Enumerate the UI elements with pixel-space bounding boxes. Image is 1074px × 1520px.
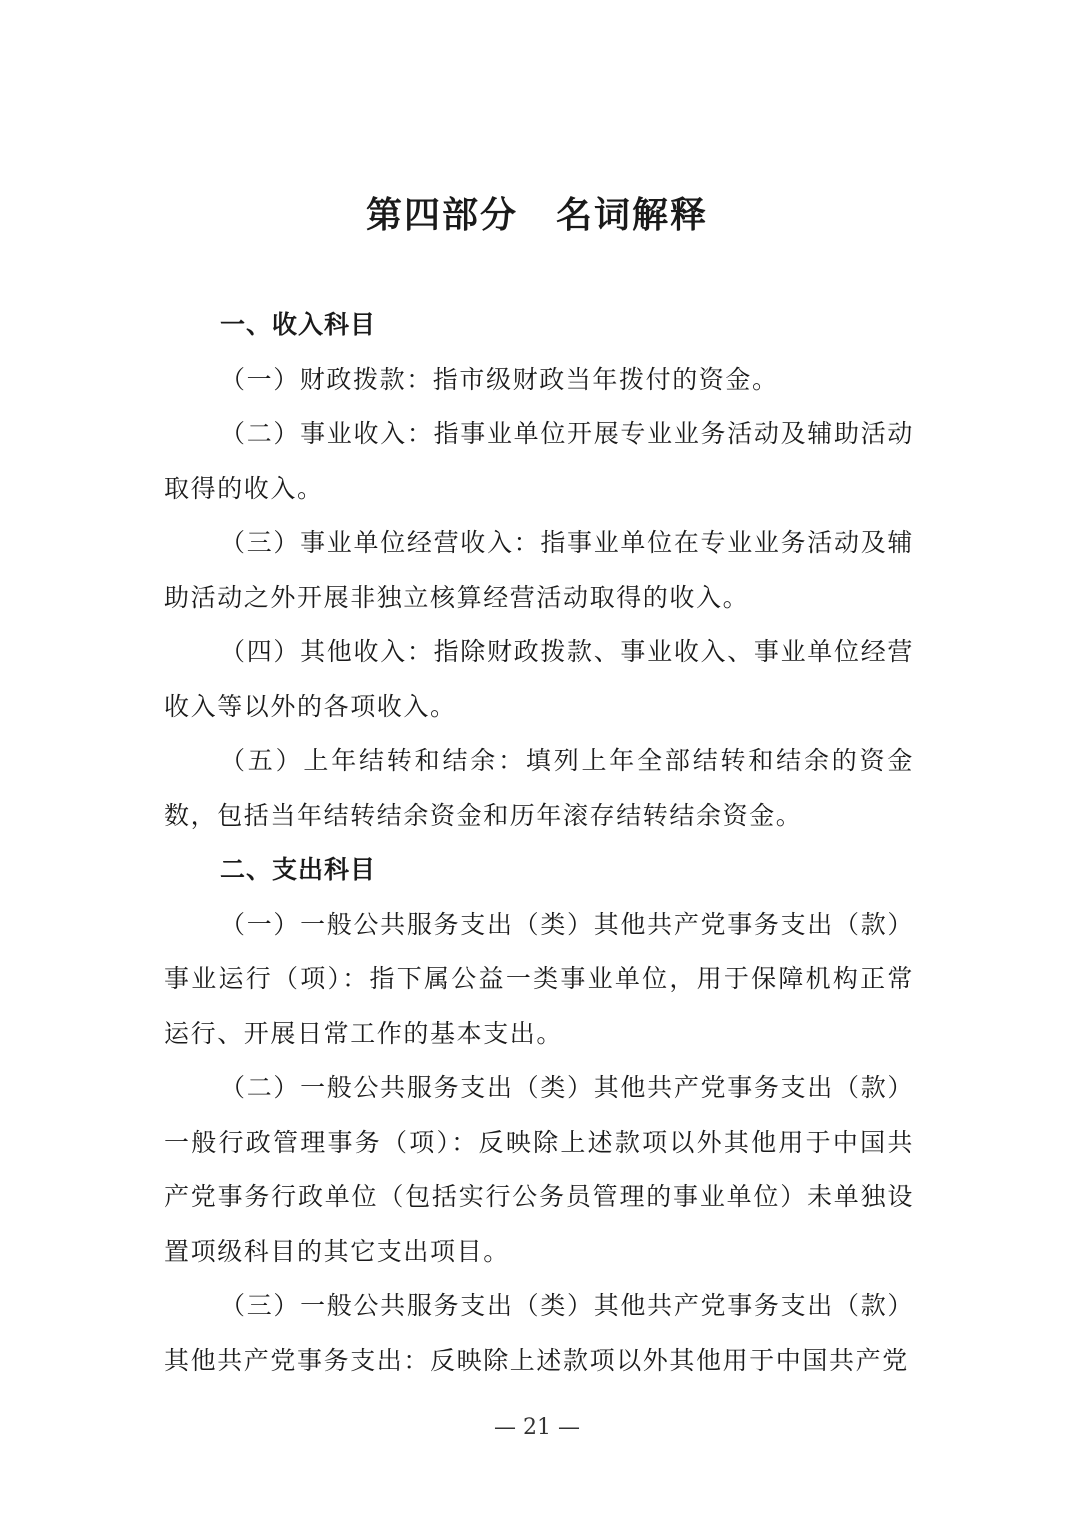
paragraph-expenditure-2: （二）一般公共服务支出（类）其他共产党事务支出（款）一般行政管理事务（项）：反映除上述款项以外其他用于中国共产党事务行政单位（包括实行公务员管理的事业单位）未单独设置项级科目的其它支出项目。	[164, 1073, 914, 1266]
paragraph-income-5: （五）上年结转和结余：填列上年全部结转和结余的资金数，包括当年结转结余资金和历年滚存结转结余资金。	[164, 746, 914, 830]
section-heading-income: 一、收入科目	[220, 310, 377, 339]
document-body	[164, 298, 914, 1388]
paragraph-income-4: （四）其他收入：指除财政拨款、事业收入、事业单位经营收入等以外的各项收入。	[164, 637, 914, 721]
section-heading-expenditure: 二、支出科目	[220, 855, 377, 884]
paragraph-expenditure-3: （三）一般公共服务支出（类）其他共产党事务支出（款）其他共产党事务支出：反映除上述款项以外其他用于中国共产党	[164, 1291, 914, 1375]
page-number: — 21 —	[494, 1415, 580, 1440]
page-title: 第四部分 名词解释	[365, 195, 708, 236]
paragraph-income-3: （三）事业单位经营收入：指事业单位在专业业务活动及辅助活动之外开展非独立核算经营活动取得的收入。	[164, 528, 914, 612]
paragraph-expenditure-1: （一）一般公共服务支出（类）其他共产党事务支出（款）事业运行（项）：指下属公益一类事业单位，用于保障机构正常运行、开展日常工作的基本支出。	[164, 909, 914, 1048]
paragraph-income-2: （二）事业收入：指事业单位开展专业业务活动及辅助活动取得的收入。	[164, 419, 914, 503]
paragraph-income-1: （一）财政拨款：指市级财政当年拨付的资金。	[220, 364, 779, 394]
